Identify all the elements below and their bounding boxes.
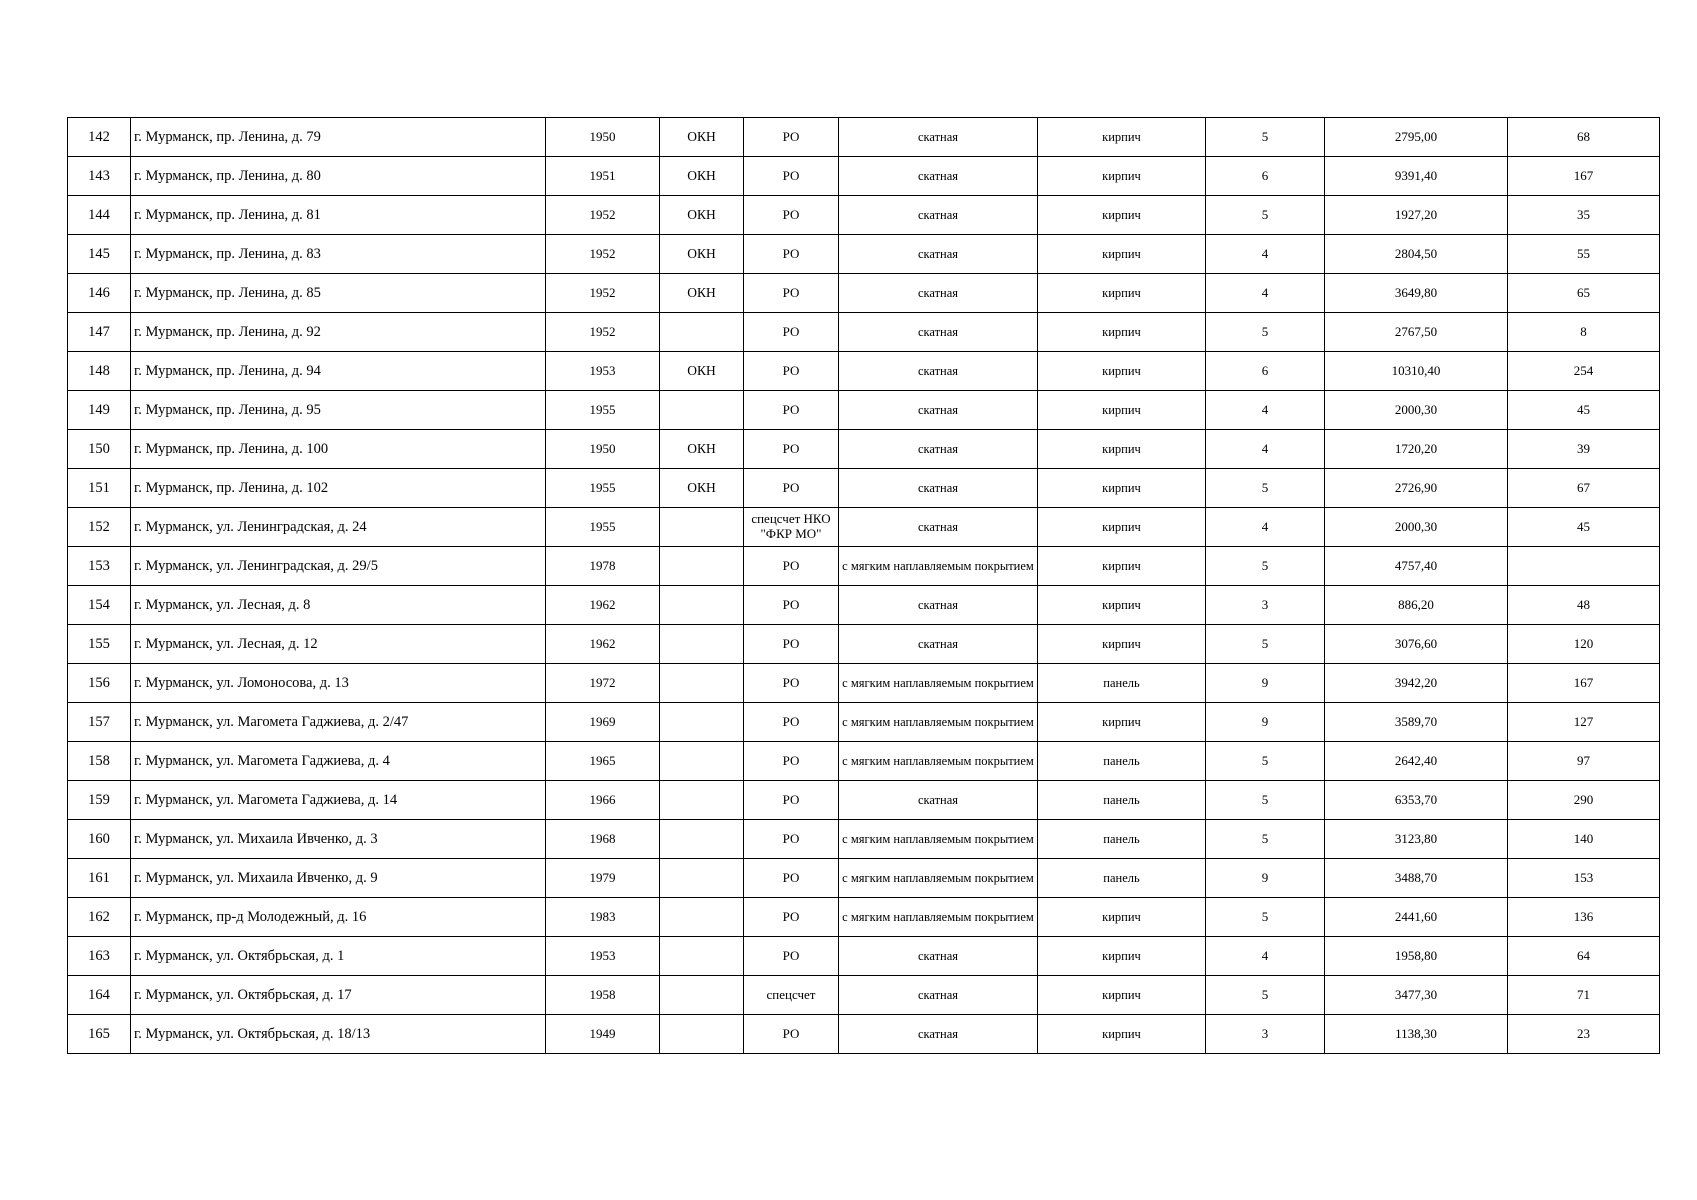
- roof-type-cell: скатная: [839, 157, 1038, 196]
- row-number-cell: 155: [68, 625, 131, 664]
- heritage-status-cell: ОКН: [660, 274, 744, 313]
- total-area-cell: 2441,60: [1325, 898, 1508, 937]
- floors-cell: 4: [1206, 508, 1325, 547]
- fund-method-cell: спецсчет: [744, 976, 839, 1015]
- table-row: [68, 274, 1660, 313]
- total-area-cell: 3589,70: [1325, 703, 1508, 742]
- row-number-cell: 142: [68, 118, 131, 157]
- wall-material-cell: кирпич: [1038, 352, 1206, 391]
- roof-type-cell: скатная: [839, 625, 1038, 664]
- heritage-status-cell: [660, 742, 744, 781]
- address-cell: г. Мурманск, пр. Ленина, д. 80: [131, 157, 546, 196]
- floors-cell: 9: [1206, 859, 1325, 898]
- address-cell: г. Мурманск, пр. Ленина, д. 81: [131, 196, 546, 235]
- residents-cell: 97: [1508, 742, 1660, 781]
- year-built-cell: 1950: [546, 430, 660, 469]
- total-area-cell: 2726,90: [1325, 469, 1508, 508]
- year-built-cell: 1953: [546, 937, 660, 976]
- residents-cell: 68: [1508, 118, 1660, 157]
- residents-cell: 127: [1508, 703, 1660, 742]
- address-cell: г. Мурманск, пр. Ленина, д. 79: [131, 118, 546, 157]
- roof-type-cell: скатная: [839, 352, 1038, 391]
- total-area-cell: 3942,20: [1325, 664, 1508, 703]
- floors-cell: 5: [1206, 313, 1325, 352]
- row-number-cell: 163: [68, 937, 131, 976]
- heritage-status-cell: [660, 391, 744, 430]
- total-area-cell: 1720,20: [1325, 430, 1508, 469]
- roof-type-cell: с мягким наплавляемым покрытием: [839, 742, 1038, 781]
- total-area-cell: 3649,80: [1325, 274, 1508, 313]
- wall-material-cell: кирпич: [1038, 118, 1206, 157]
- address-cell: г. Мурманск, ул. Ломоносова, д. 13: [131, 664, 546, 703]
- fund-method-cell: РО: [744, 391, 839, 430]
- row-number-cell: 150: [68, 430, 131, 469]
- address-cell: г. Мурманск, пр. Ленина, д. 95: [131, 391, 546, 430]
- table-row: [68, 976, 1660, 1015]
- roof-type-cell: скатная: [839, 586, 1038, 625]
- floors-cell: 5: [1206, 469, 1325, 508]
- address-cell: г. Мурманск, пр. Ленина, д. 85: [131, 274, 546, 313]
- wall-material-cell: панель: [1038, 820, 1206, 859]
- fund-method-cell: РО: [744, 703, 839, 742]
- roof-type-cell: с мягким наплавляемым покрытием: [839, 898, 1038, 937]
- floors-cell: 4: [1206, 235, 1325, 274]
- fund-method-cell: РО: [744, 625, 839, 664]
- fund-method-cell: РО: [744, 742, 839, 781]
- row-number-cell: 146: [68, 274, 131, 313]
- residents-cell: 8: [1508, 313, 1660, 352]
- fund-method-cell: РО: [744, 118, 839, 157]
- table-row: [68, 391, 1660, 430]
- heritage-status-cell: ОКН: [660, 469, 744, 508]
- wall-material-cell: кирпич: [1038, 235, 1206, 274]
- address-cell: г. Мурманск, ул. Октябрьская, д. 1: [131, 937, 546, 976]
- wall-material-cell: кирпич: [1038, 157, 1206, 196]
- total-area-cell: 3076,60: [1325, 625, 1508, 664]
- wall-material-cell: панель: [1038, 781, 1206, 820]
- wall-material-cell: кирпич: [1038, 274, 1206, 313]
- floors-cell: 6: [1206, 157, 1325, 196]
- floors-cell: 5: [1206, 196, 1325, 235]
- table-row: [68, 430, 1660, 469]
- heritage-status-cell: [660, 898, 744, 937]
- row-number-cell: 156: [68, 664, 131, 703]
- row-number-cell: 154: [68, 586, 131, 625]
- row-number-cell: 158: [68, 742, 131, 781]
- table-row: [68, 625, 1660, 664]
- total-area-cell: 3488,70: [1325, 859, 1508, 898]
- heritage-status-cell: ОКН: [660, 352, 744, 391]
- year-built-cell: 1951: [546, 157, 660, 196]
- roof-type-cell: с мягким наплавляемым покрытием: [839, 859, 1038, 898]
- table-row: [68, 508, 1660, 547]
- residents-cell: 67: [1508, 469, 1660, 508]
- table-row: [68, 781, 1660, 820]
- address-cell: г. Мурманск, ул. Михаила Ивченко, д. 9: [131, 859, 546, 898]
- year-built-cell: 1979: [546, 859, 660, 898]
- year-built-cell: 1962: [546, 625, 660, 664]
- address-cell: г. Мурманск, пр-д Молодежный, д. 16: [131, 898, 546, 937]
- heritage-status-cell: ОКН: [660, 235, 744, 274]
- table-row: [68, 859, 1660, 898]
- year-built-cell: 1949: [546, 1015, 660, 1054]
- total-area-cell: 1138,30: [1325, 1015, 1508, 1054]
- heritage-status-cell: [660, 313, 744, 352]
- address-cell: г. Мурманск, ул. Лесная, д. 12: [131, 625, 546, 664]
- heritage-status-cell: ОКН: [660, 118, 744, 157]
- address-cell: г. Мурманск, пр. Ленина, д. 94: [131, 352, 546, 391]
- residents-cell: 167: [1508, 157, 1660, 196]
- heritage-status-cell: [660, 976, 744, 1015]
- residents-cell: 55: [1508, 235, 1660, 274]
- year-built-cell: 1955: [546, 508, 660, 547]
- address-cell: г. Мурманск, ул. Михаила Ивченко, д. 3: [131, 820, 546, 859]
- roof-type-cell: скатная: [839, 196, 1038, 235]
- total-area-cell: 10310,40: [1325, 352, 1508, 391]
- year-built-cell: 1952: [546, 313, 660, 352]
- year-built-cell: 1969: [546, 703, 660, 742]
- residents-cell: 167: [1508, 664, 1660, 703]
- total-area-cell: 4757,40: [1325, 547, 1508, 586]
- fund-method-cell: РО: [744, 274, 839, 313]
- wall-material-cell: панель: [1038, 742, 1206, 781]
- residents-cell: 35: [1508, 196, 1660, 235]
- row-number-cell: 153: [68, 547, 131, 586]
- row-number-cell: 161: [68, 859, 131, 898]
- address-cell: г. Мурманск, ул. Октябрьская, д. 17: [131, 976, 546, 1015]
- total-area-cell: 3123,80: [1325, 820, 1508, 859]
- year-built-cell: 1968: [546, 820, 660, 859]
- floors-cell: 4: [1206, 937, 1325, 976]
- floors-cell: 4: [1206, 430, 1325, 469]
- table-row: [68, 703, 1660, 742]
- table-row: [68, 196, 1660, 235]
- heritage-status-cell: [660, 859, 744, 898]
- table-row: [68, 352, 1660, 391]
- address-cell: г. Мурманск, пр. Ленина, д. 102: [131, 469, 546, 508]
- table-row: [68, 235, 1660, 274]
- total-area-cell: 2000,30: [1325, 508, 1508, 547]
- total-area-cell: 9391,40: [1325, 157, 1508, 196]
- total-area-cell: 6353,70: [1325, 781, 1508, 820]
- year-built-cell: 1983: [546, 898, 660, 937]
- residents-cell: 71: [1508, 976, 1660, 1015]
- total-area-cell: 3477,30: [1325, 976, 1508, 1015]
- total-area-cell: 1927,20: [1325, 196, 1508, 235]
- wall-material-cell: кирпич: [1038, 469, 1206, 508]
- floors-cell: 3: [1206, 1015, 1325, 1054]
- floors-cell: 4: [1206, 274, 1325, 313]
- floors-cell: 9: [1206, 664, 1325, 703]
- wall-material-cell: кирпич: [1038, 586, 1206, 625]
- wall-material-cell: кирпич: [1038, 508, 1206, 547]
- address-cell: г. Мурманск, ул. Октябрьская, д. 18/13: [131, 1015, 546, 1054]
- table-row: [68, 937, 1660, 976]
- roof-type-cell: скатная: [839, 508, 1038, 547]
- floors-cell: 5: [1206, 976, 1325, 1015]
- year-built-cell: 1952: [546, 274, 660, 313]
- row-number-cell: 148: [68, 352, 131, 391]
- row-number-cell: 162: [68, 898, 131, 937]
- heritage-status-cell: [660, 547, 744, 586]
- heritage-status-cell: ОКН: [660, 430, 744, 469]
- roof-type-cell: скатная: [839, 1015, 1038, 1054]
- fund-method-cell: РО: [744, 430, 839, 469]
- housing-register-table: [67, 117, 1660, 1054]
- residents-cell: 45: [1508, 391, 1660, 430]
- floors-cell: 5: [1206, 547, 1325, 586]
- address-cell: г. Мурманск, ул. Лесная, д. 8: [131, 586, 546, 625]
- year-built-cell: 1972: [546, 664, 660, 703]
- residents-cell: 48: [1508, 586, 1660, 625]
- wall-material-cell: кирпич: [1038, 625, 1206, 664]
- table-row: [68, 898, 1660, 937]
- address-cell: г. Мурманск, ул. Ленинградская, д. 29/5: [131, 547, 546, 586]
- roof-type-cell: скатная: [839, 937, 1038, 976]
- residents-cell: 254: [1508, 352, 1660, 391]
- wall-material-cell: кирпич: [1038, 703, 1206, 742]
- roof-type-cell: с мягким наплавляемым покрытием: [839, 703, 1038, 742]
- residents-cell: 64: [1508, 937, 1660, 976]
- roof-type-cell: скатная: [839, 235, 1038, 274]
- fund-method-cell: РО: [744, 664, 839, 703]
- table-body: [68, 118, 1660, 1054]
- year-built-cell: 1965: [546, 742, 660, 781]
- wall-material-cell: кирпич: [1038, 937, 1206, 976]
- address-cell: г. Мурманск, пр. Ленина, д. 92: [131, 313, 546, 352]
- residents-cell: 153: [1508, 859, 1660, 898]
- floors-cell: 5: [1206, 820, 1325, 859]
- table-row: [68, 469, 1660, 508]
- fund-method-cell: РО: [744, 469, 839, 508]
- roof-type-cell: скатная: [839, 274, 1038, 313]
- residents-cell: 65: [1508, 274, 1660, 313]
- heritage-status-cell: [660, 1015, 744, 1054]
- fund-method-cell: РО: [744, 820, 839, 859]
- row-number-cell: 151: [68, 469, 131, 508]
- floors-cell: 3: [1206, 586, 1325, 625]
- floors-cell: 5: [1206, 742, 1325, 781]
- floors-cell: 4: [1206, 391, 1325, 430]
- floors-cell: 5: [1206, 898, 1325, 937]
- residents-cell: 136: [1508, 898, 1660, 937]
- heritage-status-cell: [660, 703, 744, 742]
- fund-method-cell: РО: [744, 781, 839, 820]
- total-area-cell: 2642,40: [1325, 742, 1508, 781]
- year-built-cell: 1953: [546, 352, 660, 391]
- heritage-status-cell: [660, 781, 744, 820]
- floors-cell: 9: [1206, 703, 1325, 742]
- fund-method-cell: РО: [744, 352, 839, 391]
- table-row: [68, 118, 1660, 157]
- address-cell: г. Мурманск, ул. Магомета Гаджиева, д. 4: [131, 742, 546, 781]
- floors-cell: 6: [1206, 352, 1325, 391]
- residents-cell: 290: [1508, 781, 1660, 820]
- roof-type-cell: с мягким наплавляемым покрытием: [839, 664, 1038, 703]
- address-cell: г. Мурманск, пр. Ленина, д. 83: [131, 235, 546, 274]
- total-area-cell: 1958,80: [1325, 937, 1508, 976]
- roof-type-cell: скатная: [839, 430, 1038, 469]
- heritage-status-cell: ОКН: [660, 157, 744, 196]
- heritage-status-cell: [660, 586, 744, 625]
- fund-method-cell: РО: [744, 1015, 839, 1054]
- table-row: [68, 586, 1660, 625]
- roof-type-cell: скатная: [839, 391, 1038, 430]
- row-number-cell: 149: [68, 391, 131, 430]
- roof-type-cell: скатная: [839, 469, 1038, 508]
- year-built-cell: 1952: [546, 196, 660, 235]
- fund-method-cell: РО: [744, 937, 839, 976]
- roof-type-cell: скатная: [839, 118, 1038, 157]
- wall-material-cell: кирпич: [1038, 430, 1206, 469]
- residents-cell: 140: [1508, 820, 1660, 859]
- wall-material-cell: панель: [1038, 664, 1206, 703]
- row-number-cell: 147: [68, 313, 131, 352]
- year-built-cell: 1955: [546, 391, 660, 430]
- total-area-cell: 2767,50: [1325, 313, 1508, 352]
- fund-method-cell: РО: [744, 547, 839, 586]
- roof-type-cell: с мягким наплавляемым покрытием: [839, 820, 1038, 859]
- row-number-cell: 160: [68, 820, 131, 859]
- table-row: [68, 742, 1660, 781]
- heritage-status-cell: ОКН: [660, 196, 744, 235]
- fund-method-cell: РО: [744, 898, 839, 937]
- wall-material-cell: кирпич: [1038, 1015, 1206, 1054]
- year-built-cell: 1952: [546, 235, 660, 274]
- wall-material-cell: панель: [1038, 859, 1206, 898]
- residents-cell: 45: [1508, 508, 1660, 547]
- residents-cell: 120: [1508, 625, 1660, 664]
- row-number-cell: 164: [68, 976, 131, 1015]
- fund-method-cell: РО: [744, 235, 839, 274]
- table-row: [68, 313, 1660, 352]
- roof-type-cell: скатная: [839, 781, 1038, 820]
- fund-method-cell: РО: [744, 157, 839, 196]
- total-area-cell: 2000,30: [1325, 391, 1508, 430]
- row-number-cell: 157: [68, 703, 131, 742]
- wall-material-cell: кирпич: [1038, 547, 1206, 586]
- roof-type-cell: скатная: [839, 313, 1038, 352]
- year-built-cell: 1958: [546, 976, 660, 1015]
- table-row: [68, 664, 1660, 703]
- heritage-status-cell: [660, 625, 744, 664]
- roof-type-cell: скатная: [839, 976, 1038, 1015]
- floors-cell: 5: [1206, 118, 1325, 157]
- heritage-status-cell: [660, 508, 744, 547]
- fund-method-cell: РО: [744, 586, 839, 625]
- row-number-cell: 159: [68, 781, 131, 820]
- total-area-cell: 2795,00: [1325, 118, 1508, 157]
- year-built-cell: 1955: [546, 469, 660, 508]
- year-built-cell: 1978: [546, 547, 660, 586]
- heritage-status-cell: [660, 664, 744, 703]
- fund-method-cell: РО: [744, 859, 839, 898]
- year-built-cell: 1962: [546, 586, 660, 625]
- year-built-cell: 1950: [546, 118, 660, 157]
- address-cell: г. Мурманск, пр. Ленина, д. 100: [131, 430, 546, 469]
- wall-material-cell: кирпич: [1038, 196, 1206, 235]
- year-built-cell: 1966: [546, 781, 660, 820]
- fund-method-cell: РО: [744, 313, 839, 352]
- heritage-status-cell: [660, 937, 744, 976]
- address-cell: г. Мурманск, ул. Магомета Гаджиева, д. 14: [131, 781, 546, 820]
- wall-material-cell: кирпич: [1038, 391, 1206, 430]
- table-row: [68, 157, 1660, 196]
- row-number-cell: 152: [68, 508, 131, 547]
- row-number-cell: 143: [68, 157, 131, 196]
- table-row: [68, 820, 1660, 859]
- fund-method-cell: спецсчет НКО "ФКР МО": [744, 508, 839, 547]
- roof-type-cell: с мягким наплавляемым покрытием: [839, 547, 1038, 586]
- fund-method-cell: РО: [744, 196, 839, 235]
- row-number-cell: 165: [68, 1015, 131, 1054]
- residents-cell: 23: [1508, 1015, 1660, 1054]
- table-row: [68, 547, 1660, 586]
- residents-cell: [1508, 547, 1660, 586]
- row-number-cell: 145: [68, 235, 131, 274]
- floors-cell: 5: [1206, 625, 1325, 664]
- table-row: [68, 1015, 1660, 1054]
- total-area-cell: 2804,50: [1325, 235, 1508, 274]
- wall-material-cell: кирпич: [1038, 898, 1206, 937]
- residents-cell: 39: [1508, 430, 1660, 469]
- address-cell: г. Мурманск, ул. Магомета Гаджиева, д. 2/47: [131, 703, 546, 742]
- heritage-status-cell: [660, 820, 744, 859]
- wall-material-cell: кирпич: [1038, 976, 1206, 1015]
- row-number-cell: 144: [68, 196, 131, 235]
- floors-cell: 5: [1206, 781, 1325, 820]
- total-area-cell: 886,20: [1325, 586, 1508, 625]
- address-cell: г. Мурманск, ул. Ленинградская, д. 24: [131, 508, 546, 547]
- wall-material-cell: кирпич: [1038, 313, 1206, 352]
